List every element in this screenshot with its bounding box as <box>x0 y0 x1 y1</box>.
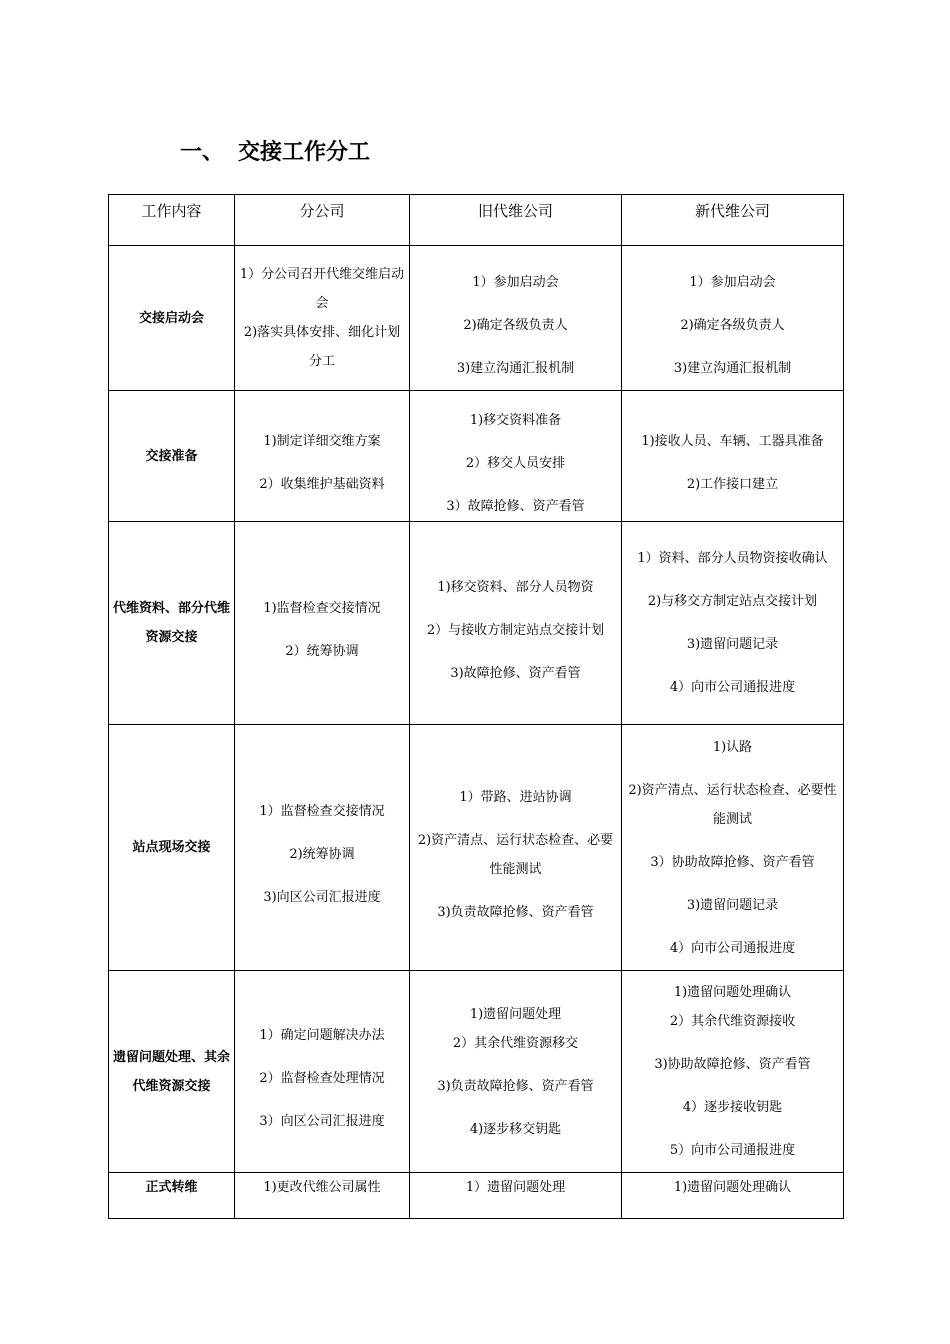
table-row <box>109 522 844 725</box>
branch-cell <box>235 522 410 725</box>
task-item: 1）参加启动会 <box>689 274 776 290</box>
task-item: 1）资料、部分人员物资接收确认 <box>637 551 828 566</box>
task-item: 4)逐步移交钥匙 <box>469 1121 562 1137</box>
section-number: 一、 <box>180 140 225 165</box>
old-contractor-cell <box>410 725 622 971</box>
task-item: 2)统筹协调 <box>289 847 355 862</box>
task-item: 1）确定问题解决办法 <box>259 1028 385 1043</box>
task-item: 4）向市公司通报进度 <box>669 940 796 956</box>
task-item: 3)遗留问题记录 <box>686 637 779 652</box>
task-item: 3)遗留问题记录 <box>686 897 779 913</box>
task-item: 2)落实具体安排、细化计划分工 <box>243 325 401 369</box>
task-item: 3）故障抢修、资产看管 <box>446 498 585 514</box>
branch-cell <box>235 246 410 391</box>
branch-cell <box>235 725 410 971</box>
table-row <box>109 725 844 971</box>
section-title: 交接工作分工 <box>238 140 371 165</box>
task-item: 2)确定各级负责人 <box>680 317 785 333</box>
task-item: 2)工作接口建立 <box>686 477 779 492</box>
new-contractor-cell <box>622 246 844 391</box>
task-item: 1）遗留问题处理 <box>465 1180 566 1195</box>
new-contractor-cell <box>622 971 844 1173</box>
header-work-content: 工作内容 <box>109 195 235 246</box>
old-contractor-cell <box>410 522 622 725</box>
task-item: 2）与接收方制定站点交接计划 <box>426 622 605 638</box>
table-row <box>109 391 844 522</box>
task-item: 3）协助故障抢修、资产看管 <box>650 854 815 870</box>
task-item: 1)移交资料、部分人员物资 <box>437 579 594 595</box>
task-item: 3)建立沟通汇报机制 <box>673 360 792 376</box>
row-label: 遗留问题处理、其余代维资源交接 <box>109 971 235 1173</box>
task-item: 1)认路 <box>712 739 753 755</box>
task-item: 2)确定各级负责人 <box>463 317 568 333</box>
header-new-contractor: 新代维公司 <box>622 195 844 246</box>
header-old-contractor: 旧代维公司 <box>410 195 622 246</box>
task-item: 1）参加启动会 <box>472 274 559 290</box>
row-label: 正式转维 <box>109 1173 235 1219</box>
row-label: 交接启动会 <box>109 246 235 391</box>
task-item: 3)建立沟通汇报机制 <box>456 360 575 376</box>
task-item: 1)监督检查交接情况 <box>263 601 381 616</box>
old-contractor-cell <box>410 971 622 1173</box>
task-item: 3)负责故障抢修、资产看管 <box>437 1078 594 1094</box>
table-row <box>109 246 844 391</box>
task-item: 2）其余代维资源移交 <box>452 1035 579 1051</box>
old-contractor-cell <box>410 246 622 391</box>
task-item: 1)遗留问题处理确认 <box>673 985 792 1000</box>
row-label: 站点现场交接 <box>109 725 235 971</box>
task-item: 2）移交人员安排 <box>465 455 566 471</box>
new-contractor-cell <box>622 1173 844 1219</box>
task-item: 3）向区公司汇报进度 <box>259 1114 385 1129</box>
task-item: 2)与移交方制定站点交接计划 <box>647 594 818 609</box>
section-heading <box>180 135 370 166</box>
task-item: 2）其余代维资源接收 <box>669 1014 796 1029</box>
task-item: 1）监督检查交接情况 <box>259 804 385 819</box>
row-label: 交接准备 <box>109 391 235 522</box>
task-item: 2）收集维护基础资料 <box>259 477 385 492</box>
new-contractor-cell <box>622 391 844 522</box>
task-item: 4）逐步接收钥匙 <box>682 1100 783 1115</box>
task-item: 1)接收人员、车辆、工器具准备 <box>641 434 824 449</box>
table-row <box>109 971 844 1173</box>
task-item: 1)制定详细交维方案 <box>263 434 381 449</box>
branch-cell <box>235 1173 410 1219</box>
task-item: 1)遗留问题处理确认 <box>673 1180 792 1195</box>
old-contractor-cell <box>410 1173 622 1219</box>
new-contractor-cell <box>622 725 844 971</box>
branch-cell <box>235 971 410 1173</box>
branch-cell <box>235 391 410 522</box>
task-item: 2）统筹协调 <box>285 644 359 659</box>
division-of-work-table <box>108 194 844 1219</box>
task-item: 1)遗留问题处理 <box>469 1006 562 1022</box>
task-item: 3)故障抢修、资产看管 <box>450 665 581 681</box>
old-contractor-cell <box>410 391 622 522</box>
row-label: 代维资料、部分代维资源交接 <box>109 522 235 725</box>
table-header-row <box>109 195 844 246</box>
task-item: 2)资产清点、运行状态检查、必要性能测试 <box>628 782 837 827</box>
task-item: 2）监督检查处理情况 <box>259 1071 385 1086</box>
task-item: 1)更改代维公司属性 <box>263 1180 381 1195</box>
task-item: 4）向市公司通报进度 <box>669 680 796 695</box>
new-contractor-cell <box>622 522 844 725</box>
task-item: 3)向区公司汇报进度 <box>263 890 381 905</box>
task-item: 2)资产清点、运行状态检查、必要性能测试 <box>417 832 614 877</box>
task-item: 3)负责故障抢修、资产看管 <box>437 904 594 920</box>
header-branch: 分公司 <box>235 195 410 246</box>
task-item: 1）分公司召开代维交维启动会 <box>239 267 405 311</box>
table-row <box>109 1173 844 1219</box>
task-item: 5）向市公司通报进度 <box>669 1143 796 1158</box>
task-item: 1）带路、进站协调 <box>459 789 572 805</box>
task-item: 1)移交资料准备 <box>469 412 562 428</box>
task-item: 3)协助故障抢修、资产看管 <box>654 1057 811 1072</box>
